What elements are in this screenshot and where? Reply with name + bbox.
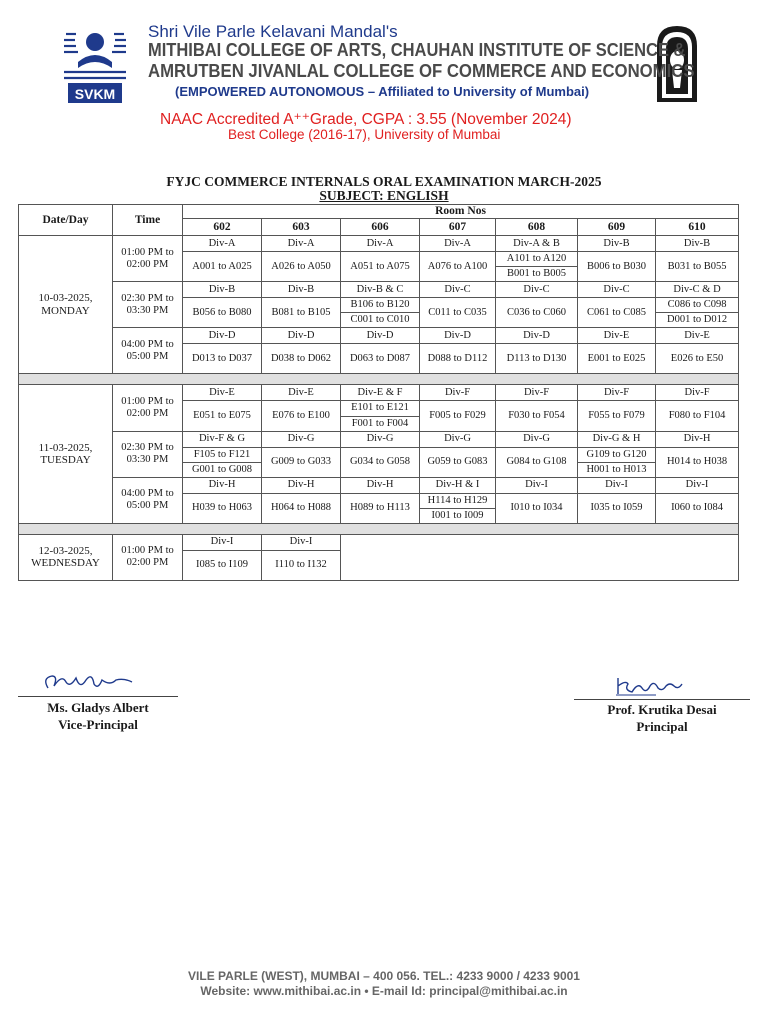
division-cell: Div-I <box>656 477 739 493</box>
best-college-award: Best College (2016-17), University of Mumbai <box>228 127 501 142</box>
signature-line-right <box>574 699 750 700</box>
principal-title: Principal <box>636 719 688 734</box>
roll-range-cell: G084 to G108 <box>496 447 578 477</box>
date-day-cell <box>19 534 113 580</box>
roll-range-cell: I060 to I084 <box>656 493 739 523</box>
roll-range-cell: H014 to H038 <box>656 447 739 477</box>
roll-range-cell: D088 to D112 <box>420 344 496 374</box>
roll-range-cell: I035 to I059 <box>578 493 656 523</box>
roll-range-cell: G034 to G058 <box>341 447 420 477</box>
vice-principal-title: Vice-Principal <box>58 717 138 732</box>
time-slot-cell: 01:00 PM to 02:00 PM <box>113 385 183 431</box>
exam-day: MONDAY <box>41 304 90 317</box>
division-cell: Div-B <box>183 282 262 298</box>
division-cell: Div-B <box>578 236 656 252</box>
exam-date: 12-03-2025, <box>38 544 93 557</box>
division-cell: Div-H <box>183 477 262 493</box>
roll-range-cell: H039 to H063 <box>183 493 262 523</box>
roll-range-cell: H064 to H088 <box>262 493 341 523</box>
division-row <box>19 477 739 493</box>
division-cell: Div-G <box>341 431 420 447</box>
division-cell: Div-B <box>262 282 341 298</box>
division-cell: Div-A <box>262 236 341 252</box>
roll-range-cell: C036 to C060 <box>496 298 578 328</box>
division-cell: Div-A <box>420 236 496 252</box>
time-slot-cell: 02:30 PM to 03:30 PM <box>113 282 183 328</box>
roll-range-part: G109 to G120 <box>578 448 655 463</box>
division-cell: Div-C <box>420 282 496 298</box>
division-cell: Div-A <box>341 236 420 252</box>
division-cell: Div-B <box>656 236 739 252</box>
roll-range-cell: B081 to B105 <box>262 298 341 328</box>
empty-cell <box>341 534 739 580</box>
roll-range-cell: E001 to E025 <box>578 344 656 374</box>
division-cell: Div-D <box>341 328 420 344</box>
division-row <box>19 534 739 550</box>
division-cell: Div-H <box>341 477 420 493</box>
roll-range-cell: C011 to C035 <box>420 298 496 328</box>
room-nos-header: Room Nos <box>183 205 739 219</box>
division-row <box>19 328 739 344</box>
roll-range-cell: F055 to F079 <box>578 401 656 431</box>
division-cell: Div-H & I <box>420 477 496 493</box>
college-name-line1: MITHIBAI COLLEGE OF ARTS, CHAUHAN INSTITUTE OF SCIENCE & <box>148 40 686 60</box>
footer-contact: Website: www.mithibai.ac.in • E-mail Id: principal@mithibai.ac.in <box>200 984 568 998</box>
roll-range-cell <box>341 298 420 328</box>
autonomy-note: (EMPOWERED AUTONOMOUS – Affiliated to University of Mumbai) <box>175 84 590 99</box>
division-cell: Div-F <box>656 385 739 401</box>
division-cell: Div-E & F <box>341 385 420 401</box>
roll-range-cell: G009 to G033 <box>262 447 341 477</box>
room-header: 606 <box>341 219 420 236</box>
principal-name: Prof. Krutika Desai <box>607 702 717 717</box>
division-cell: Div-A & B <box>496 236 578 252</box>
roll-range-cell: C061 to C085 <box>578 298 656 328</box>
division-cell: Div-G <box>496 431 578 447</box>
roll-range-part: C001 to C010 <box>350 314 410 326</box>
logo-text: SVKM <box>74 86 116 102</box>
room-header: 603 <box>262 219 341 236</box>
time-slot-cell: 02:30 PM to 03:30 PM <box>113 431 183 477</box>
division-cell: Div-B & C <box>341 282 420 298</box>
roll-range-cell: E076 to E100 <box>262 401 341 431</box>
roll-range-cell: H089 to H113 <box>341 493 420 523</box>
mandal-name: Shri Vile Parle Kelavani Mandal's <box>148 22 398 41</box>
exam-day: TUESDAY <box>40 454 91 467</box>
roll-range-part: F105 to F121 <box>183 448 261 463</box>
division-cell: Div-G <box>420 431 496 447</box>
roll-range-cell: A051 to A075 <box>341 252 420 282</box>
time-slot-cell: 04:00 PM to 05:00 PM <box>113 477 183 523</box>
roll-range-cell <box>656 298 739 328</box>
roll-range-cell: D113 to D130 <box>496 344 578 374</box>
roll-range-cell: E051 to E075 <box>183 401 262 431</box>
signature-krutika-desai <box>612 674 692 698</box>
division-cell: Div-I <box>183 534 262 550</box>
college-name-line2: AMRUTBEN JIVANLAL COLLEGE OF COMMERCE AND ECONOMICS <box>148 61 695 81</box>
roll-range-cell <box>183 447 262 477</box>
division-cell: Div-I <box>496 477 578 493</box>
room-header: 609 <box>578 219 656 236</box>
date-day-cell <box>19 236 113 374</box>
division-cell: Div-E <box>262 385 341 401</box>
roll-range-part: A101 to A120 <box>496 252 577 267</box>
roll-range-part: I001 to I009 <box>431 509 484 521</box>
division-cell: Div-D <box>420 328 496 344</box>
date-day-cell <box>19 385 113 523</box>
division-cell: Div-F <box>578 385 656 401</box>
footer-address: VILE PARLE (WEST), MUMBAI – 400 056. TEL.: 4233 9000 / 4233 9001 <box>188 969 580 983</box>
roll-range-part: B001 to B005 <box>507 268 566 280</box>
roll-range-cell: G059 to G083 <box>420 447 496 477</box>
exam-day: WEDNESDAY <box>31 557 100 570</box>
division-cell: Div-H <box>262 477 341 493</box>
roll-range-cell <box>496 252 578 282</box>
division-cell: Div-C & D <box>656 282 739 298</box>
roll-range-part: C086 to C098 <box>656 298 738 313</box>
roll-range-cell: I010 to I034 <box>496 493 578 523</box>
roll-range-cell <box>341 401 420 431</box>
room-header: 608 <box>496 219 578 236</box>
roll-range-part: B106 to B120 <box>341 298 419 313</box>
division-cell: Div-I <box>578 477 656 493</box>
division-cell: Div-E <box>183 385 262 401</box>
naac-accreditation: NAAC Accredited A⁺⁺Grade, CGPA : 3.55 (November 2024) <box>160 111 572 128</box>
exam-title: FYJC COMMERCE INTERNALS ORAL EXAMINATION MARCH-2025 <box>166 174 602 189</box>
signature-gladys-albert <box>40 668 140 696</box>
division-cell: Div-F & G <box>183 431 262 447</box>
division-cell: Div-F <box>496 385 578 401</box>
roll-range-cell: E026 to E50 <box>656 344 739 374</box>
roll-range-part: H001 to H013 <box>586 463 647 475</box>
roll-range-cell <box>420 493 496 523</box>
division-cell: Div-D <box>496 328 578 344</box>
time-slot-cell: 04:00 PM to 05:00 PM <box>113 328 183 374</box>
roll-range-cell: A001 to A025 <box>183 252 262 282</box>
division-cell: Div-I <box>262 534 341 550</box>
roll-range-cell: B031 to B055 <box>656 252 739 282</box>
roll-range-cell: D038 to D062 <box>262 344 341 374</box>
roll-range-cell <box>578 447 656 477</box>
roll-range-part: D001 to D012 <box>666 314 728 326</box>
division-row <box>19 385 739 401</box>
roll-range-cell: F080 to F104 <box>656 401 739 431</box>
signature-line-left <box>18 696 178 697</box>
exam-date: 10-03-2025, <box>38 292 93 305</box>
exam-schedule-table <box>18 204 739 581</box>
division-cell: Div-E <box>656 328 739 344</box>
division-cell: Div-E <box>578 328 656 344</box>
roll-range-cell: A026 to A050 <box>262 252 341 282</box>
roll-range-cell: D013 to D037 <box>183 344 262 374</box>
date-day-header: Date/Day <box>19 205 113 236</box>
subject-title: SUBJECT: ENGLISH <box>319 188 449 203</box>
roll-range-cell: A076 to A100 <box>420 252 496 282</box>
division-cell: Div-H <box>656 431 739 447</box>
room-header: 607 <box>420 219 496 236</box>
division-cell: Div-G & H <box>578 431 656 447</box>
time-slot-cell: 01:00 PM to 02:00 PM <box>113 236 183 282</box>
division-cell: Div-D <box>262 328 341 344</box>
division-row <box>19 236 739 252</box>
roll-range-cell: D063 to D087 <box>341 344 420 374</box>
roll-range-part: H114 to H129 <box>420 494 495 509</box>
division-cell: Div-F <box>420 385 496 401</box>
time-header: Time <box>113 205 183 236</box>
vice-principal-name: Ms. Gladys Albert <box>47 700 149 715</box>
exam-date: 11-03-2025, <box>38 441 93 454</box>
division-cell: Div-C <box>496 282 578 298</box>
roll-range-part: G001 to G008 <box>191 463 253 475</box>
day-separator <box>19 523 739 534</box>
roll-range-cell: B056 to B080 <box>183 298 262 328</box>
room-header: 610 <box>656 219 739 236</box>
roll-range-cell: B006 to B030 <box>578 252 656 282</box>
division-cell: Div-G <box>262 431 341 447</box>
roll-range-cell: F030 to F054 <box>496 401 578 431</box>
division-row <box>19 431 739 447</box>
roll-range-part: F001 to F004 <box>351 417 409 429</box>
time-slot-cell: 01:00 PM to 02:00 PM <box>113 534 183 580</box>
roll-range-cell: I085 to I109 <box>183 550 262 580</box>
roll-range-part: E101 to E121 <box>341 401 419 416</box>
division-cell: Div-D <box>183 328 262 344</box>
division-row <box>19 282 739 298</box>
roll-range-cell: I110 to I132 <box>262 550 341 580</box>
division-cell: Div-C <box>578 282 656 298</box>
room-header: 602 <box>183 219 262 236</box>
roll-range-cell: F005 to F029 <box>420 401 496 431</box>
division-cell: Div-A <box>183 236 262 252</box>
svkm-logo <box>64 22 126 106</box>
day-separator <box>19 374 739 385</box>
